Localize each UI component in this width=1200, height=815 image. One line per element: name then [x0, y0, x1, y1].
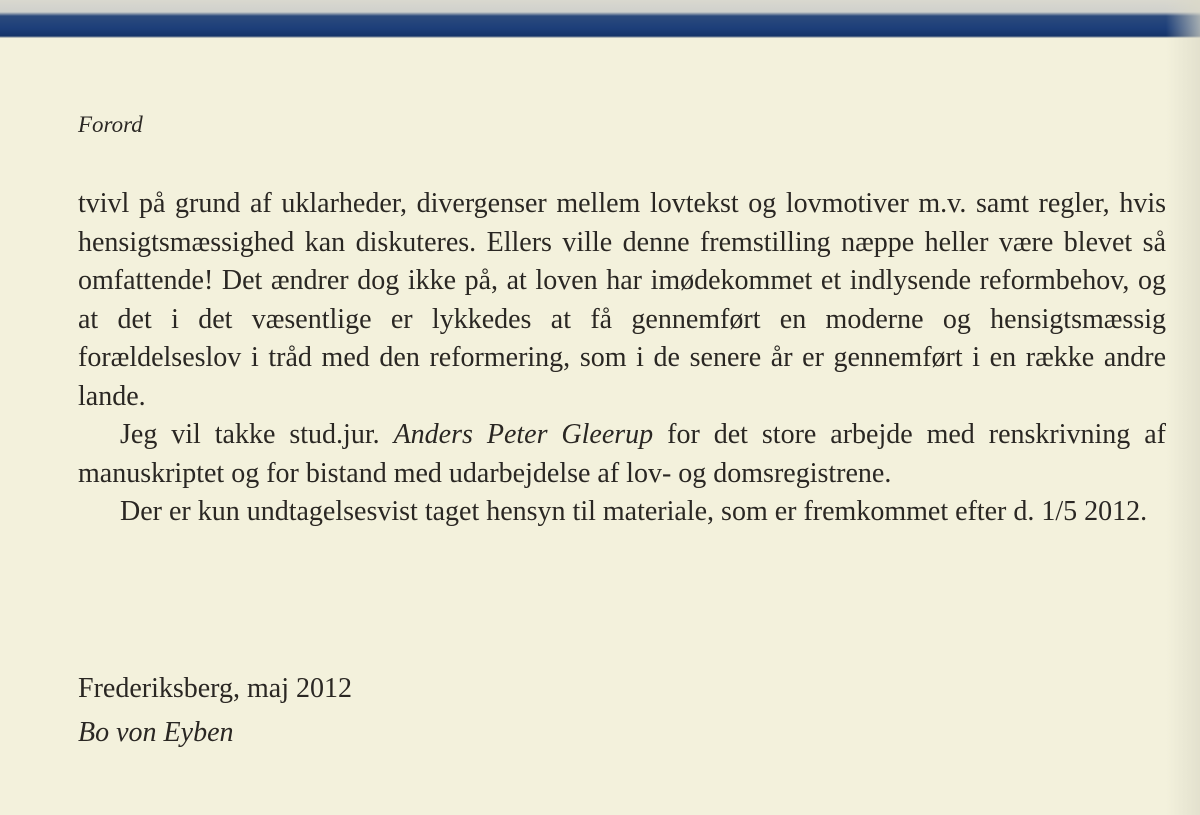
paragraph-2-end: for det store arbejde med renskrivning af manuskriptet og for bistand med udarbejdelse af lov- og domsregistrene.: [78, 419, 1166, 489]
paragraph-2: [78, 416, 1166, 493]
place-date: Frederiksberg, maj 2012: [78, 673, 352, 704]
italic-name: Anders Peter Gleerup: [393, 419, 654, 450]
paragraph-3: Der er kun undtagelsesvist taget hensyn til materiale, som er fremkommet efter d. 1/5 2012.: [120, 496, 1148, 527]
author-signature: Bo von Eyben: [78, 717, 234, 748]
paragraph-1: tvivl på grund af uklarheder, divergenser mellem lovtekst og lovmotiver m.v. samt regler, hvis hensigtsmæssighed kan diskuteres. Ellers ville denne fremstilling næppe heller være blevet så omfattende! Det ændrer dog ikke på, at loven har imødekommet et indlysende reformbehov, og at det i det væsentlige er lykkedes at få gennemført en moderne og hensigtsmæssig forældelseslov i tråd med den reformering, som i de senere år er gennemført i en række andre lande.: [78, 188, 1166, 412]
running-head: Forord: [78, 112, 143, 137]
body-text: [78, 185, 1166, 532]
paragraph-2-start: Jeg vil takke stud.jur.: [120, 419, 394, 450]
